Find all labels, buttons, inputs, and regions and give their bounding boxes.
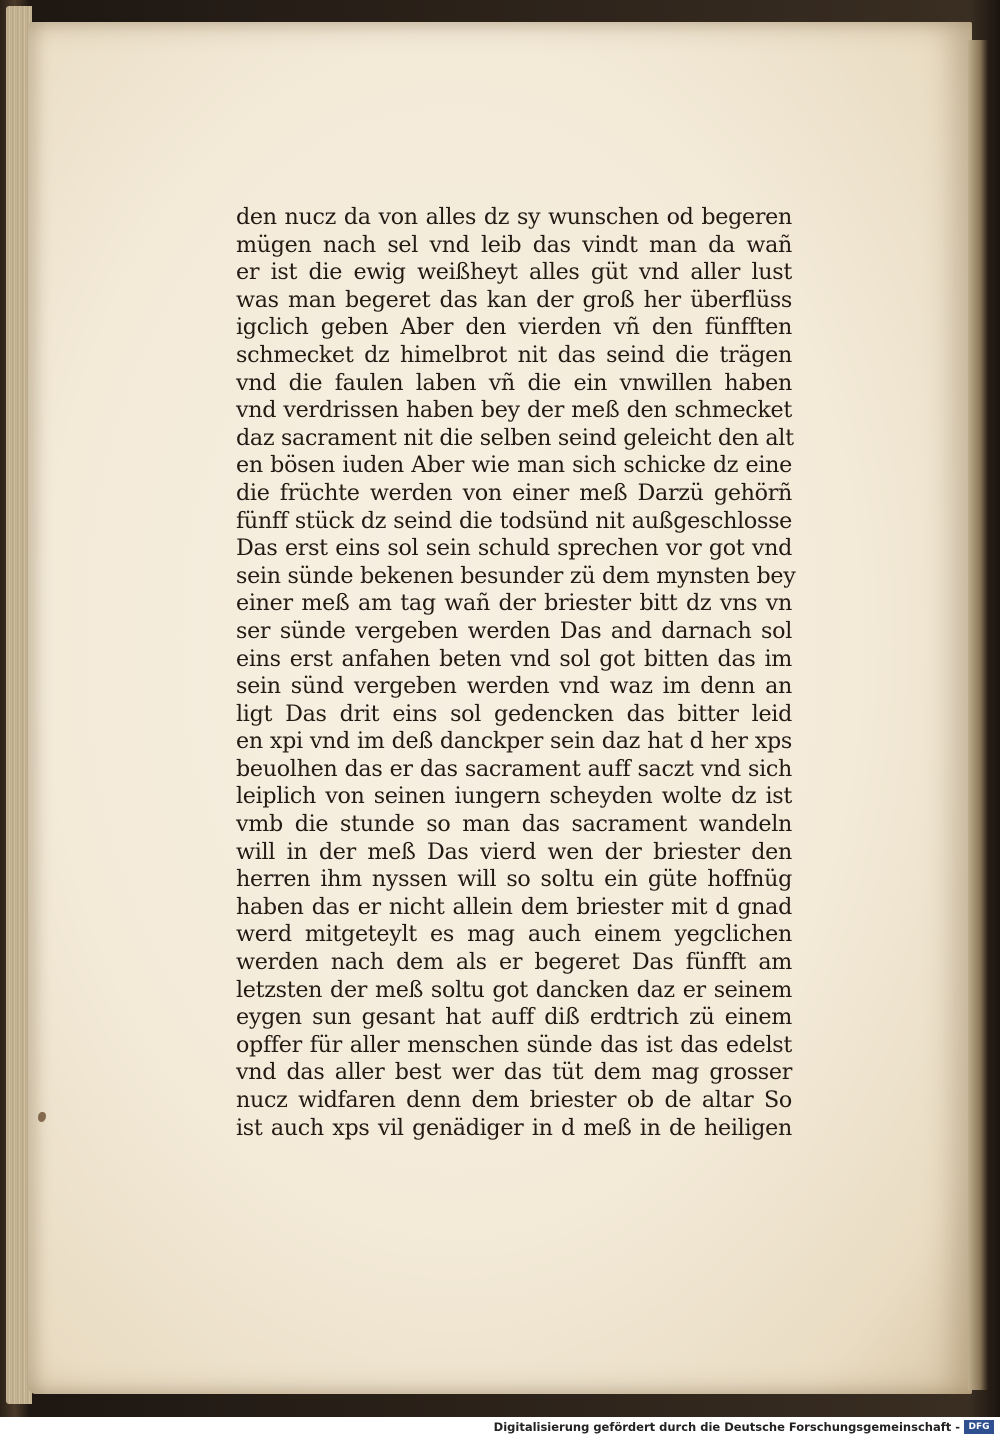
text-line: eins erst anfahen beten vnd sol got bitten das im [236,645,792,672]
text-block [236,204,796,1142]
text-line: den nucz da von alles dz sy wunschen od begeren [236,204,792,230]
text-line: ser sünde vergeben werden Das and darnach sol [236,617,792,644]
text-line: sein sünd vergeben werden vnd waz im denn an [236,673,792,700]
text-line: nucz widfaren denn dem briester ob de altar So [236,1087,792,1113]
text-line: einer meß am tag wañ der briester bitt dz vns vn [236,590,792,617]
text-line: schmecket dz himelbrot nit das seind die trägen [236,341,792,368]
text-line: ist auch xps vil genädiger in d meß in de heiligen [236,1114,792,1141]
text-line: leiplich von seinen iungern scheyden wolte dz ist [236,783,792,810]
footer-bar [0,1417,1000,1437]
text-line: werd mitgeteylt es mag auch einem yegclichen [236,921,792,948]
text-line: beuolhen das er das sacrament auff saczt vnd sich [236,755,792,782]
text-line: werden nach dem als er begeret Das fünfft am [236,949,792,976]
text-line: Das erst eins sol sein schuld sprechen vor got vnd [236,535,792,562]
text-line: vnd verdrissen haben bey der meß den schmecket [236,397,792,424]
text-line: igclich geben Aber den vierden vñ den fünfften [236,314,792,341]
text-line: was man begeret das kan der groß her überflüss [236,286,792,313]
text-line: daz sacrament nit die selben seind geleicht den alt [236,424,794,451]
text-line: er ist die ewig weißheyt alles güt vnd aller lust [236,259,792,286]
text-line: haben das er nicht allein dem briester mit d gnad [236,893,792,920]
text-line: herren ihm nyssen will so soltu ein güte hoffnüg [236,866,792,893]
text-line: sein sünde bekenen besunder zü dem mynsten bey [236,562,796,589]
dfg-logo[interactable]: DFG [964,1420,994,1434]
text-line: vmb die stunde so man das sacrament wandeln [236,811,792,838]
text-line: mügen nach sel vnd leib das vindt man da wañ [236,231,792,258]
text-line: en bösen iuden Aber wie man sich schicke dz eine [236,452,792,479]
page-gutter-shadow [968,40,988,1390]
text-line: vnd die faulen laben vñ die ein vnwillen haben [236,369,792,396]
text-line: ligt Das drit eins sol gedencken das bitter leid [236,700,792,727]
text-line: eygen sun gesant hat auff diß erdtrich zü einem [236,1004,792,1031]
text-line: opffer für aller menschen sünde das ist das edelst [236,1031,792,1058]
text-line: vnd das aller best wer das tüt dem mag grosser [236,1059,792,1086]
text-line: en xpi vnd im deß danckper sein daz hat d her xps [236,728,792,755]
footer-credit: Digitalisierung gefördert durch die Deutsche Forschungsgemeinschaft - [493,1420,960,1434]
text-line: fünff stück dz seind die todsünd nit außgeschlosse [236,507,792,534]
text-line: letzsten der meß soltu got dancken daz er seinem [236,976,792,1003]
text-line: die früchte werden von einer meß Darzü gehörñ [236,479,792,506]
text-line: will in der meß Das vierd wen der briester den [236,838,792,865]
